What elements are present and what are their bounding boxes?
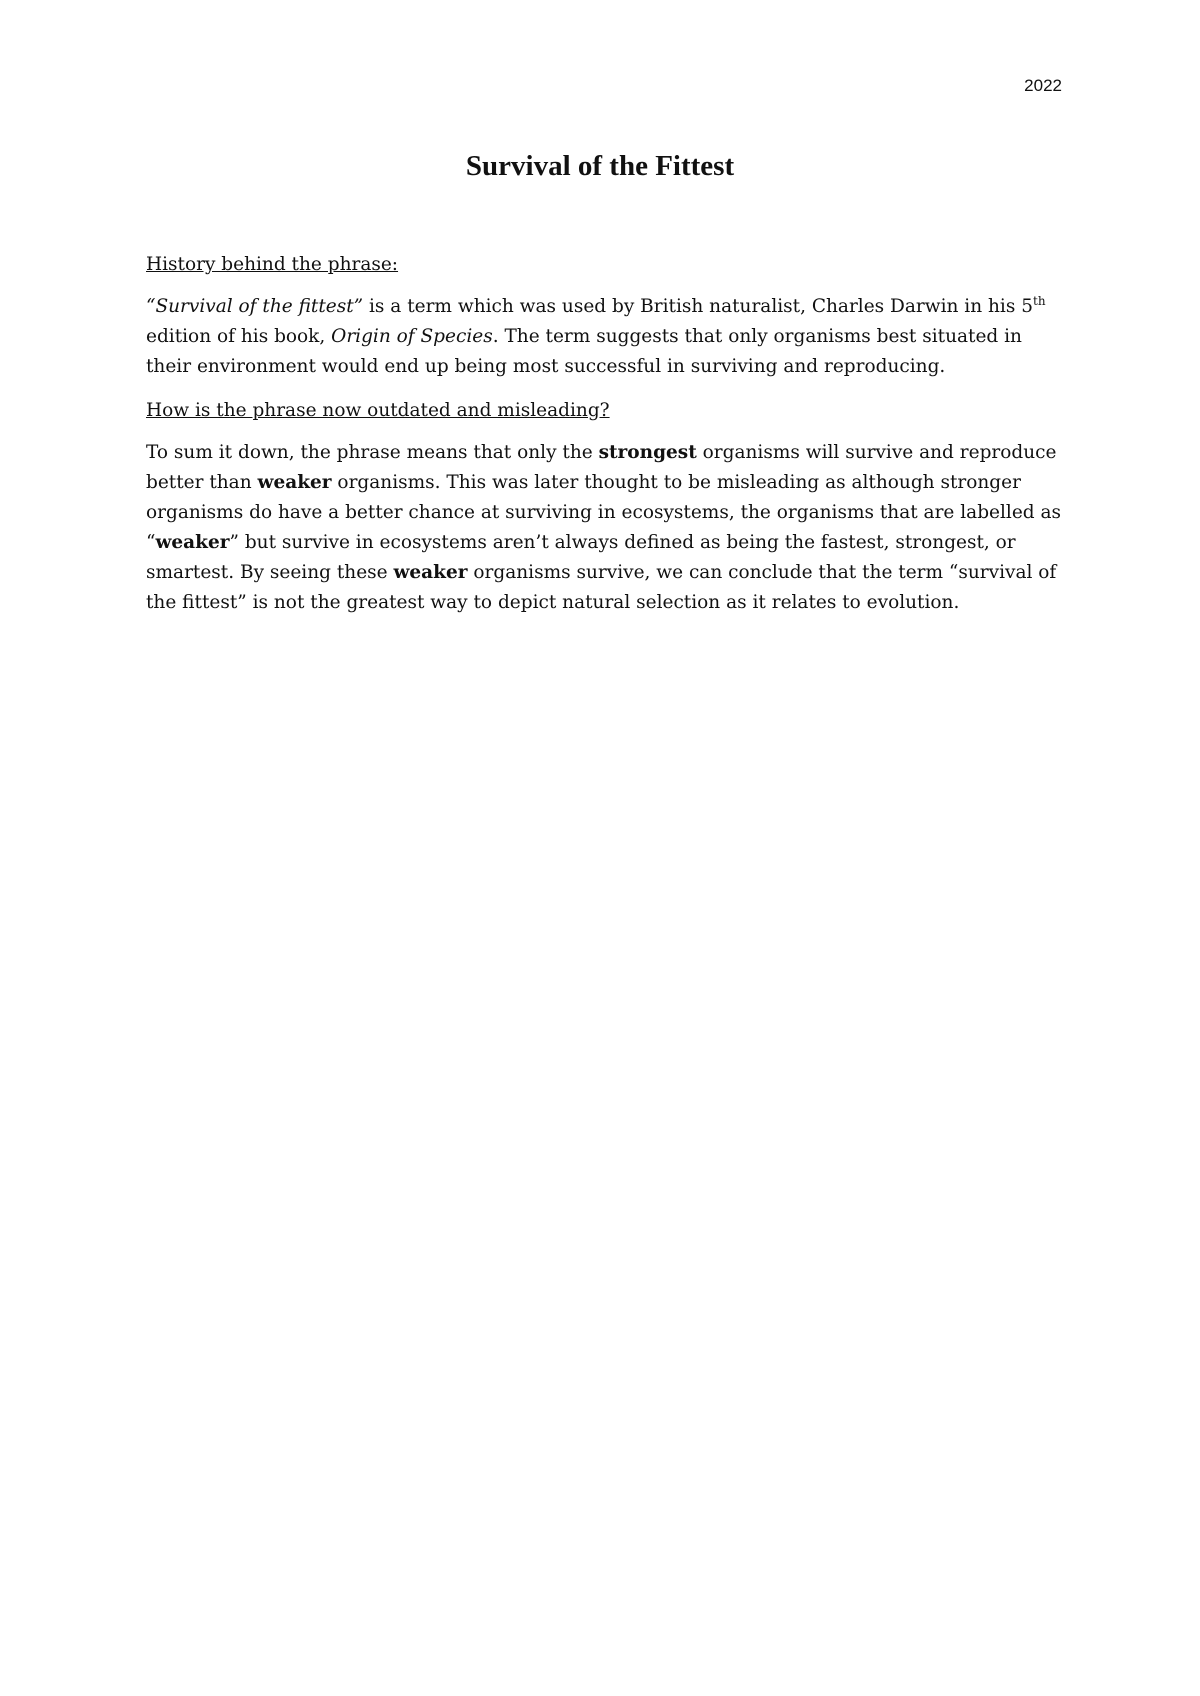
outdated-text-4: ” but survive in ecosystems aren’t always defined as being the fastest, strongest, or smartest. By seeing these [146,532,1016,583]
document-title: Survival of the Fittest [465,150,735,182]
section-heading-history: History behind the phrase: [146,254,399,275]
edition-superscript: th [1033,293,1046,308]
history-text-1: is a term which was used by British naturalist, Charles Darwin in his [363,296,1022,317]
edition-number: 5 [1021,296,1033,317]
header-year: 2022 [1024,76,1062,95]
history-text-2: edition of his book, [146,326,332,347]
outdated-text-1: To sum it down, the phrase means that only the [146,442,599,463]
outdated-paragraph [146,438,1066,618]
outdated-text-2: organisms will survive and reproduce better than [146,442,1057,493]
book-title: Origin of Species [331,326,493,347]
bold-weaker-2: weaker [155,532,230,553]
bold-weaker-1: weaker [257,472,332,493]
bold-strongest: strongest [598,442,697,463]
quoted-phrase: “Survival of the fittest” [146,296,364,317]
document-body [146,250,1066,632]
outdated-text-5: organisms survive, we can conclude that the term “survival of the fittest” is not the greatest way to depict natural selection as it relates to evolution. [146,562,1057,613]
section-heading-outdated: How is the phrase now outdated and misleading? [146,400,610,421]
history-paragraph [146,292,1066,382]
history-text-3: . The term suggests that only organisms best situated in their environment would end up being most successful in surviving and reproducing. [146,326,1022,377]
outdated-text-3: organisms. This was later thought to be misleading as although stronger organisms do have a better chance at surviving in ecosystems, the organisms that are labelled as “ [146,472,1062,553]
bold-weaker-3: weaker [393,562,468,583]
